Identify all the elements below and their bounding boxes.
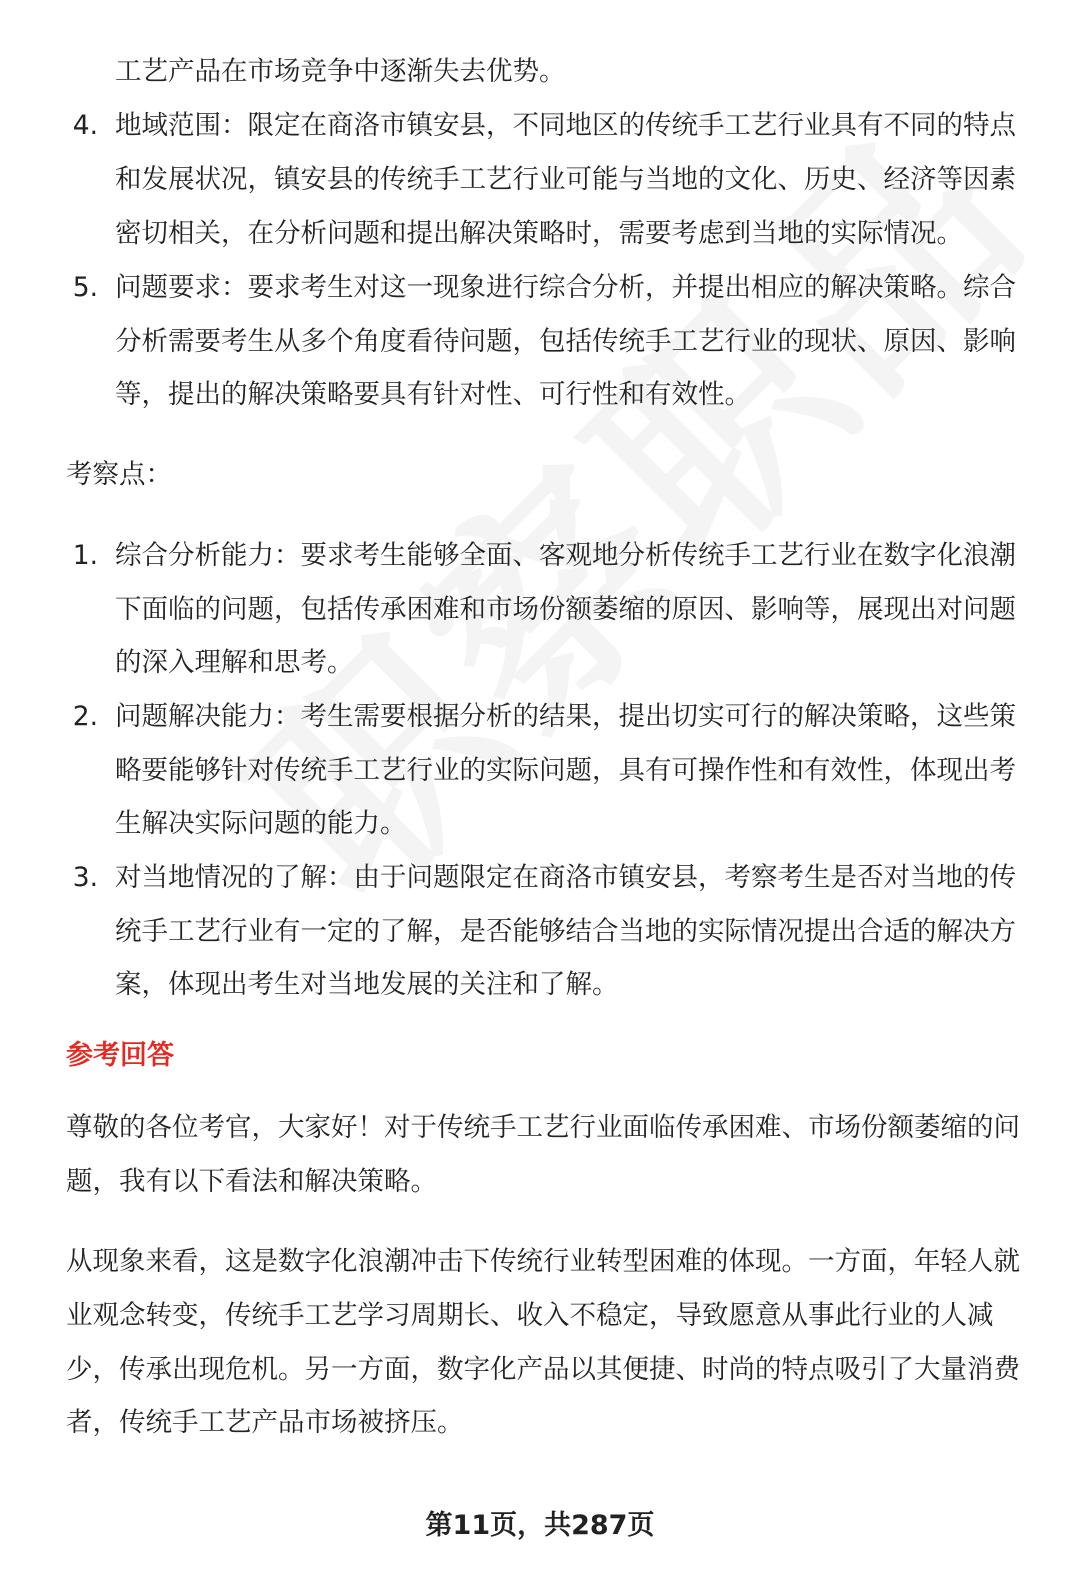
paragraph-line: 尊敬的各位考官，大家好！对于传统手工艺行业面临传承困难、市场份额萎缩的问	[66, 1112, 1020, 1143]
list-item-line: 和发展状况，镇安县的传统手工艺行业可能与当地的文化、历史、经济等因素	[115, 164, 1016, 195]
list-item-line: 对当地情况的了解：由于问题限定在商洛市镇安县，考察考生是否对当地的传	[115, 862, 1016, 893]
list-item-line: 分析需要考生从多个角度看待问题，包括传统手工艺行业的现状、原因、影响	[115, 326, 1016, 357]
paragraph-line: 题，我有以下看法和解决策略。	[66, 1166, 437, 1197]
page-number-footer: 第11页，共287页	[425, 1510, 655, 1541]
list-item-line: 案，体现出考生对当地发展的关注和了解。	[115, 969, 619, 1000]
exam-points-heading: 考察点：	[66, 459, 172, 490]
list-item-line: 等，提出的解决策略要具有针对性、可行性和有效性。	[115, 379, 751, 410]
paragraph-line: 业观念转变，传统手工艺学习周期长、收入不稳定，导致愿意从事此行业的人减	[66, 1300, 994, 1331]
list-item-line: 统手工艺行业有一定的了解，是否能够结合当地的实际情况提出合适的解决方	[115, 916, 1016, 947]
list-item-line: 问题解决能力：考生需要根据分析的结果，提出切实可行的解决策略，这些策	[115, 701, 1016, 732]
list-number: 3.	[72, 862, 98, 893]
list-item-line: 地域范围：限定在商洛市镇安县，不同地区的传统手工艺行业具有不同的特点	[115, 110, 1016, 141]
list-number: 5.	[72, 272, 98, 303]
list-item-line: 下面临的问题，包括传承困难和市场份额萎缩的原因、影响等，展现出对问题	[115, 594, 1016, 625]
list-item-line: 生解决实际问题的能力。	[115, 808, 407, 839]
paragraph-line: 从现象来看，这是数字化浪潮冲击下传统行业转型困难的体现。一方面，年轻人就	[66, 1246, 1020, 1277]
paragraph-line: 者，传统手工艺产品市场被挤压。	[66, 1407, 464, 1438]
paragraph-line: 少，传承出现危机。另一方面，数字化产品以其便捷、时尚的特点吸引了大量消费	[66, 1354, 1020, 1385]
reference-answer-heading: 参考回答	[66, 1040, 174, 1071]
continuation-text: 工艺产品在市场竞争中逐渐失去优势。	[115, 56, 566, 87]
list-item-line: 综合分析能力：要求考生能够全面、客观地分析传统手工艺行业在数字化浪潮	[115, 540, 1016, 571]
list-number: 1.	[72, 540, 98, 571]
list-item-line: 的深入理解和思考。	[115, 647, 354, 678]
list-item-line: 密切相关，在分析问题和提出解决策略时，需要考虑到当地的实际情况。	[115, 218, 963, 249]
list-item-line: 问题要求：要求考生对这一现象进行综合分析，并提出相应的解决策略。综合	[115, 272, 1016, 303]
list-number: 2.	[72, 701, 98, 732]
list-item-line: 略要能够针对传统手工艺行业的实际问题，具有可操作性和有效性，体现出考	[115, 755, 1016, 786]
list-number: 4.	[72, 110, 98, 141]
